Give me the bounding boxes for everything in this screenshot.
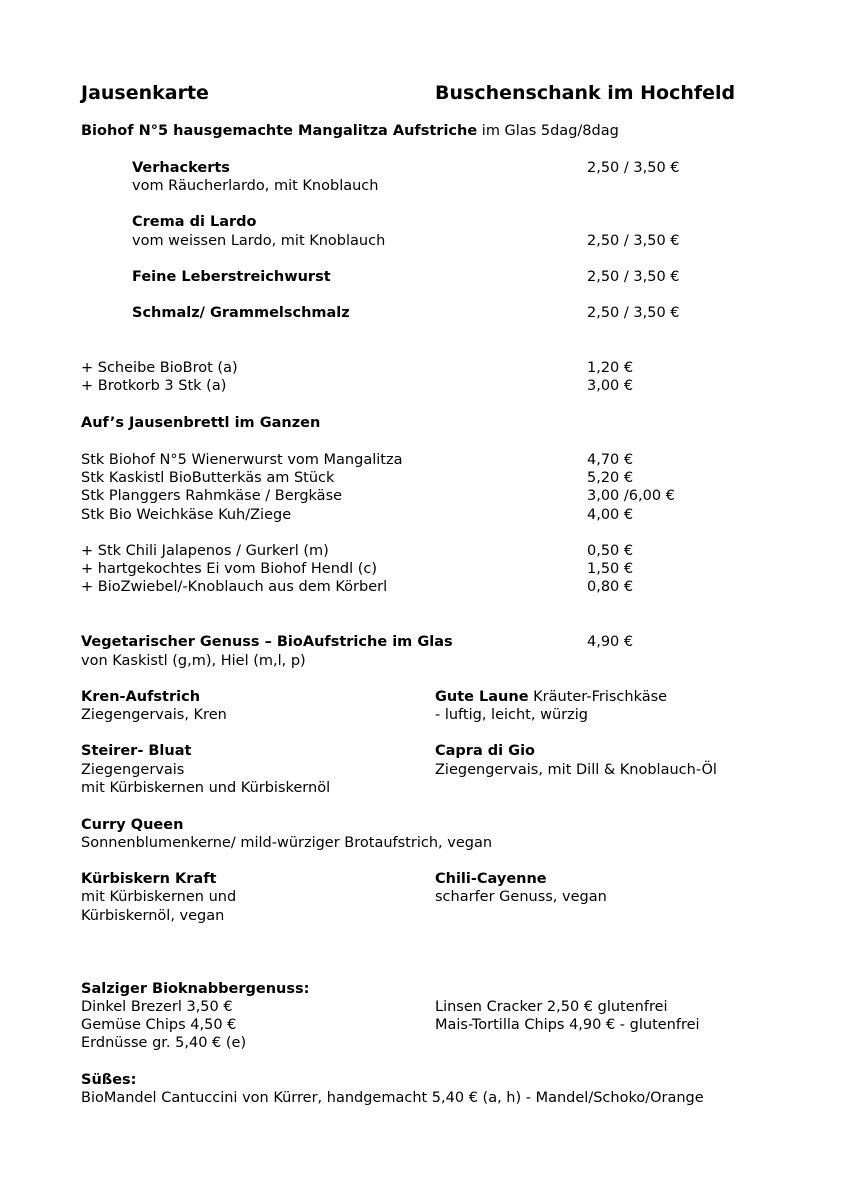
spread-name: Steirer- Bluat (81, 743, 192, 759)
menu-item-price: 2,50 / 3,50 € (587, 269, 680, 285)
menu-item-name: Verhackerts (132, 160, 230, 176)
salzig-heading: Salziger Bioknabbergenuss: (81, 981, 310, 997)
spread-name-bold: Gute Laune (435, 689, 529, 705)
snack-item: Erdnüsse gr. 5,40 € (e) (81, 1035, 247, 1051)
brettl-extra-price: 1,50 € (587, 561, 634, 577)
spread-name: Kürbiskern Kraft (81, 871, 217, 887)
brettl-item: Stk Planggers Rahmkäse / Bergkäse (81, 488, 343, 504)
menu-item-price: 2,50 / 3,50 € (587, 305, 680, 321)
spread-name: Capra di Gio (435, 743, 536, 759)
snack-item: Gemüse Chips 4,50 € (81, 1017, 237, 1033)
brettl-item: Stk Kaskistl BioButterkäs am Stück (81, 470, 335, 486)
brettl-extra-price: 0,80 € (587, 579, 634, 595)
snack-item: Dinkel Brezerl 3,50 € (81, 999, 233, 1015)
menu-item-name: Schmalz/ Grammelschmalz (132, 305, 350, 321)
bread-price: 3,00 € (587, 378, 634, 394)
venue-name: Buschenschank im Hochfeld (435, 82, 736, 104)
brettl-extra: + Stk Chili Jalapenos / Gurkerl (m) (81, 543, 329, 559)
menu-item-price: 2,50 / 3,50 € (587, 160, 680, 176)
spread-desc: - luftig, leicht, würzig (435, 707, 588, 723)
brettl-item: Stk Bio Weichkäse Kuh/Ziege (81, 507, 292, 523)
brettl-heading: Auf’s Jausenbrettl im Ganzen (81, 415, 321, 431)
spread-name: Kren-Aufstrich (81, 689, 201, 705)
brettl-extra: + BioZwiebel/-Knoblauch aus dem Körberl (81, 579, 388, 595)
menu-item-name: Feine Leberstreichwurst (132, 269, 331, 285)
snack-item: Linsen Cracker 2,50 € glutenfrei (435, 999, 668, 1015)
mangalitza-heading (81, 122, 619, 140)
bread-item: + Scheibe BioBrot (a) (81, 360, 238, 376)
suesses-item: BioMandel Cantuccini von Kürrer, handgemacht 5,40 € (a, h) - Mandel/Schoko/Orange (81, 1090, 704, 1106)
spread-name: Curry Queen (81, 817, 184, 833)
spread-desc: Ziegengervais (81, 762, 185, 778)
brettl-item: Stk Biohof N°5 Wienerwurst vom Mangalitza (81, 452, 403, 468)
spread-desc: Kürbiskernöl, vegan (81, 908, 225, 924)
brettl-extra: + hartgekochtes Ei vom Biohof Hendl (c) (81, 561, 378, 577)
spread-desc: mit Kürbiskernen und Kürbiskernöl (81, 780, 331, 796)
spread-name (435, 688, 667, 706)
spread-desc: scharfer Genuss, vegan (435, 889, 607, 905)
suesses-heading: Süßes: (81, 1072, 137, 1088)
menu-item-price: 2,50 / 3,50 € (587, 233, 680, 249)
spread-desc: Ziegengervais, Kren (81, 707, 227, 723)
menu-item-name: Crema di Lardo (132, 214, 257, 230)
menu-item-desc: vom weissen Lardo, mit Knoblauch (132, 233, 386, 249)
bread-item: + Brotkorb 3 Stk (a) (81, 378, 227, 394)
vegetarisch-price: 4,90 € (587, 634, 634, 650)
snack-item: Mais-Tortilla Chips 4,90 € - glutenfrei (435, 1017, 700, 1033)
vegetarisch-sub: von Kaskistl (g,m), Hiel (m,l, p) (81, 653, 306, 669)
spread-desc: mit Kürbiskernen und (81, 889, 237, 905)
mangalitza-heading-bold: Biohof N°5 hausgemachte Mangalitza Aufstriche (81, 123, 478, 139)
bread-price: 1,20 € (587, 360, 634, 376)
spread-desc: Sonnenblumenkerne/ mild-würziger Brotaufstrich, vegan (81, 835, 493, 851)
brettl-price: 4,70 € (587, 452, 634, 468)
brettl-price: 4,00 € (587, 507, 634, 523)
brettl-extra-price: 0,50 € (587, 543, 634, 559)
spread-desc: Ziegengervais, mit Dill & Knoblauch-Öl (435, 762, 717, 778)
spread-name-suffix: Kräuter-Frischkäse (528, 689, 668, 705)
menu-item-desc: vom Räucherlardo, mit Knoblauch (132, 178, 379, 194)
page-title: Jausenkarte (81, 82, 209, 104)
spread-name: Chili-Cayenne (435, 871, 547, 887)
vegetarisch-heading: Vegetarischer Genuss – BioAufstriche im Glas (81, 634, 453, 650)
mangalitza-heading-suffix: im Glas 5dag/8dag (477, 123, 619, 139)
brettl-price: 5,20 € (587, 470, 634, 486)
brettl-price: 3,00 /6,00 € (587, 488, 675, 504)
